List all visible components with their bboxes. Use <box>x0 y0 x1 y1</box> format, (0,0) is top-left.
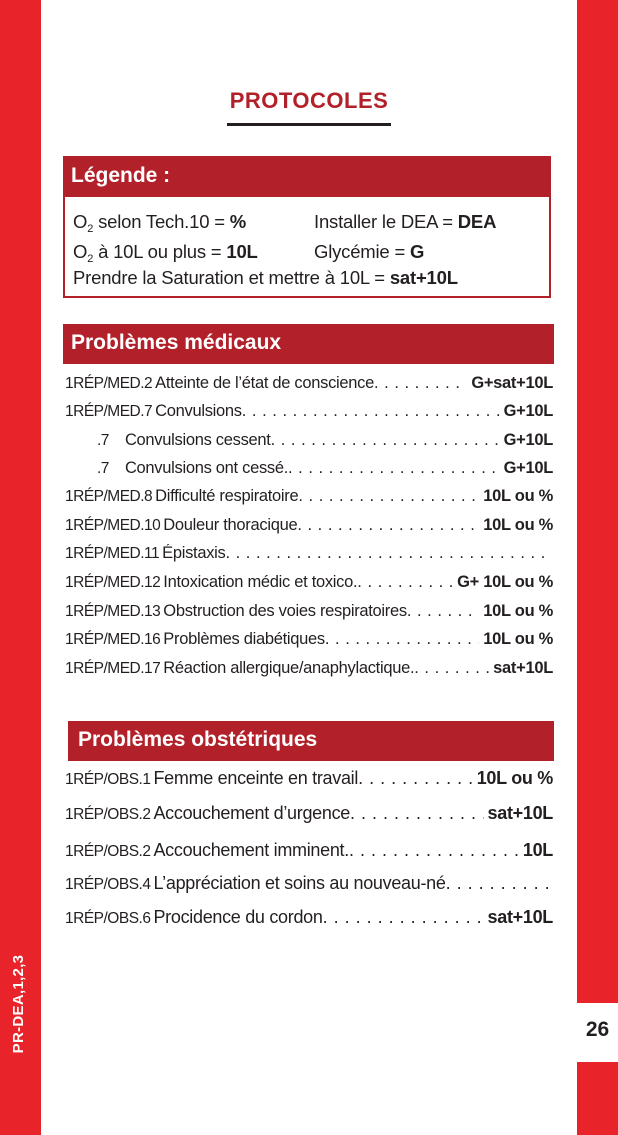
protocol-title: Épistaxis <box>162 544 226 562</box>
list-item[interactable] <box>65 374 553 398</box>
title-underline <box>227 123 391 126</box>
protocol-oxygen-value: 10L ou % <box>483 630 553 648</box>
list-item[interactable] <box>65 803 553 830</box>
page-title: PROTOCOLES <box>229 88 389 113</box>
protocol-title: Convulsions <box>155 402 242 420</box>
protocol-oxygen-value: 10L ou % <box>476 768 553 788</box>
dot-leader <box>325 630 479 649</box>
dot-leader <box>349 840 519 861</box>
protocol-title: Accouchement d’urgence <box>153 803 350 823</box>
legend-o2-10l-value: 10L <box>226 241 258 262</box>
protocol-title: Douleur thoracique <box>163 516 298 534</box>
legend-saturation <box>73 267 458 289</box>
page-number: 26 <box>585 1018 610 1041</box>
protocol-code: 1RÉP/MED.12 <box>65 574 161 591</box>
protocol-title: Intoxication médic et toxico. <box>163 573 358 591</box>
protocol-oxygen-value: 10L <box>522 840 553 860</box>
dot-leader <box>358 768 473 789</box>
dot-leader <box>271 431 500 450</box>
protocol-oxygen-value: G+10L <box>503 402 553 420</box>
protocol-title: Problèmes diabétiques <box>163 630 325 648</box>
legend-glycemie <box>314 241 424 263</box>
protocol-title: Convulsions cessent <box>124 431 271 449</box>
protocol-title: Accouchement imminent. <box>153 840 349 860</box>
right-red-band-top <box>577 0 618 1003</box>
legend-o2-10l-text: à 10L ou plus = <box>93 241 227 262</box>
list-item[interactable] <box>65 630 553 654</box>
legend-dea-text: Installer le DEA = <box>314 211 458 232</box>
protocol-oxygen-value: 10L ou % <box>483 516 553 534</box>
dot-leader <box>374 374 467 393</box>
list-item[interactable] <box>65 544 553 568</box>
legend-o2-10l <box>73 241 258 263</box>
protocol-title: Femme enceinte en travail <box>153 768 359 788</box>
dot-leader <box>407 602 479 621</box>
legend-o2-tech-value: % <box>229 211 247 232</box>
list-item[interactable] <box>97 459 553 483</box>
protocol-code: 1RÉP/MED.8 <box>65 488 153 505</box>
protocol-title: Difficulté respiratoire <box>155 487 299 505</box>
legend-o2-tech-text: selon Tech.10 = <box>93 211 230 232</box>
protocol-oxygen-value: G+10L <box>503 459 553 477</box>
side-label: PR-DEA,1,2,3 <box>10 954 27 1054</box>
dot-leader <box>298 487 479 506</box>
list-item[interactable] <box>65 768 553 795</box>
protocol-code: 1RÉP/OBS.6 <box>65 910 151 927</box>
list-item[interactable] <box>65 602 553 626</box>
dot-leader <box>323 907 484 928</box>
protocol-title: Obstruction des voies respiratoires <box>163 602 407 620</box>
legend-o2-10l-prefix: O <box>73 241 88 262</box>
protocol-code: 1RÉP/MED.16 <box>65 631 161 648</box>
protocol-code: 1RÉP/OBS.2 <box>65 806 151 823</box>
dot-leader <box>357 573 453 592</box>
dot-leader <box>242 402 500 421</box>
list-item[interactable] <box>65 873 553 900</box>
legend-dea-value: DEA <box>457 211 497 232</box>
legend-o2-tech-prefix: O <box>73 211 88 232</box>
section-header-medical: Problèmes médicaux <box>63 324 554 364</box>
legend-o2-tech <box>73 211 246 233</box>
list-item[interactable] <box>65 907 553 934</box>
protocol-code: .7 <box>97 432 109 449</box>
dot-leader <box>225 544 549 563</box>
protocol-code: 1RÉP/MED.11 <box>65 545 160 562</box>
dot-leader <box>297 516 479 535</box>
protocol-oxygen-value: sat+10L <box>493 659 553 677</box>
list-item[interactable] <box>65 659 553 683</box>
legend-dea <box>314 211 496 233</box>
list-item[interactable] <box>65 402 553 426</box>
list-item[interactable] <box>65 840 553 867</box>
list-item[interactable] <box>65 487 553 511</box>
legend-sat-text: Prendre la Saturation et mettre à 10L = <box>73 267 390 288</box>
protocol-title: Réaction allergique/anaphylactique. <box>163 659 415 677</box>
protocol-code: 1RÉP/MED.2 <box>65 375 153 392</box>
protocol-title: Atteinte de l’état de conscience <box>155 374 374 392</box>
dot-leader <box>350 803 484 824</box>
protocol-oxygen-value: 10L ou % <box>483 487 553 505</box>
protocol-title: Procidence du cordon <box>153 907 323 927</box>
dot-leader <box>414 659 489 678</box>
protocol-oxygen-value: sat+10L <box>487 803 553 823</box>
protocol-code: 1RÉP/OBS.4 <box>65 876 151 893</box>
protocol-code: 1RÉP/MED.7 <box>65 403 153 420</box>
dot-leader <box>446 873 549 894</box>
protocol-oxygen-value: sat+10L <box>487 907 553 927</box>
legend-o2-10l-sub: 2 <box>87 253 94 265</box>
legend-glyc-value: G <box>409 241 425 262</box>
protocol-code: .7 <box>97 460 109 477</box>
legend-o2-tech-sub: 2 <box>87 223 94 235</box>
protocol-title: Convulsions ont cessé. <box>124 459 289 477</box>
legend-glyc-text: Glycémie = <box>314 241 410 262</box>
protocol-code: 1RÉP/OBS.2 <box>65 843 151 860</box>
protocol-code: 1RÉP/MED.10 <box>65 517 161 534</box>
right-red-band-bottom <box>577 1062 618 1135</box>
protocol-oxygen-value: 10L ou % <box>483 602 553 620</box>
protocol-oxygen-value: G+ 10L ou % <box>457 573 553 591</box>
list-item[interactable] <box>65 573 553 597</box>
protocol-oxygen-value: G+10L <box>503 431 553 449</box>
list-item[interactable] <box>65 516 553 540</box>
legend-box <box>63 156 551 298</box>
legend-sat-value: sat+10L <box>389 267 458 288</box>
legend-header: Légende : <box>65 158 549 197</box>
protocol-code: 1RÉP/MED.13 <box>65 603 161 620</box>
protocol-title: L’appréciation et soins au nouveau-né <box>153 873 446 893</box>
section-header-obstetric: Problèmes obstétriques <box>68 721 554 761</box>
protocol-code: 1RÉP/MED.17 <box>65 660 161 677</box>
protocol-oxygen-value: G+sat+10L <box>471 374 553 392</box>
protocol-code: 1RÉP/OBS.1 <box>65 771 151 788</box>
dot-leader <box>288 459 500 478</box>
list-item[interactable] <box>97 431 553 455</box>
